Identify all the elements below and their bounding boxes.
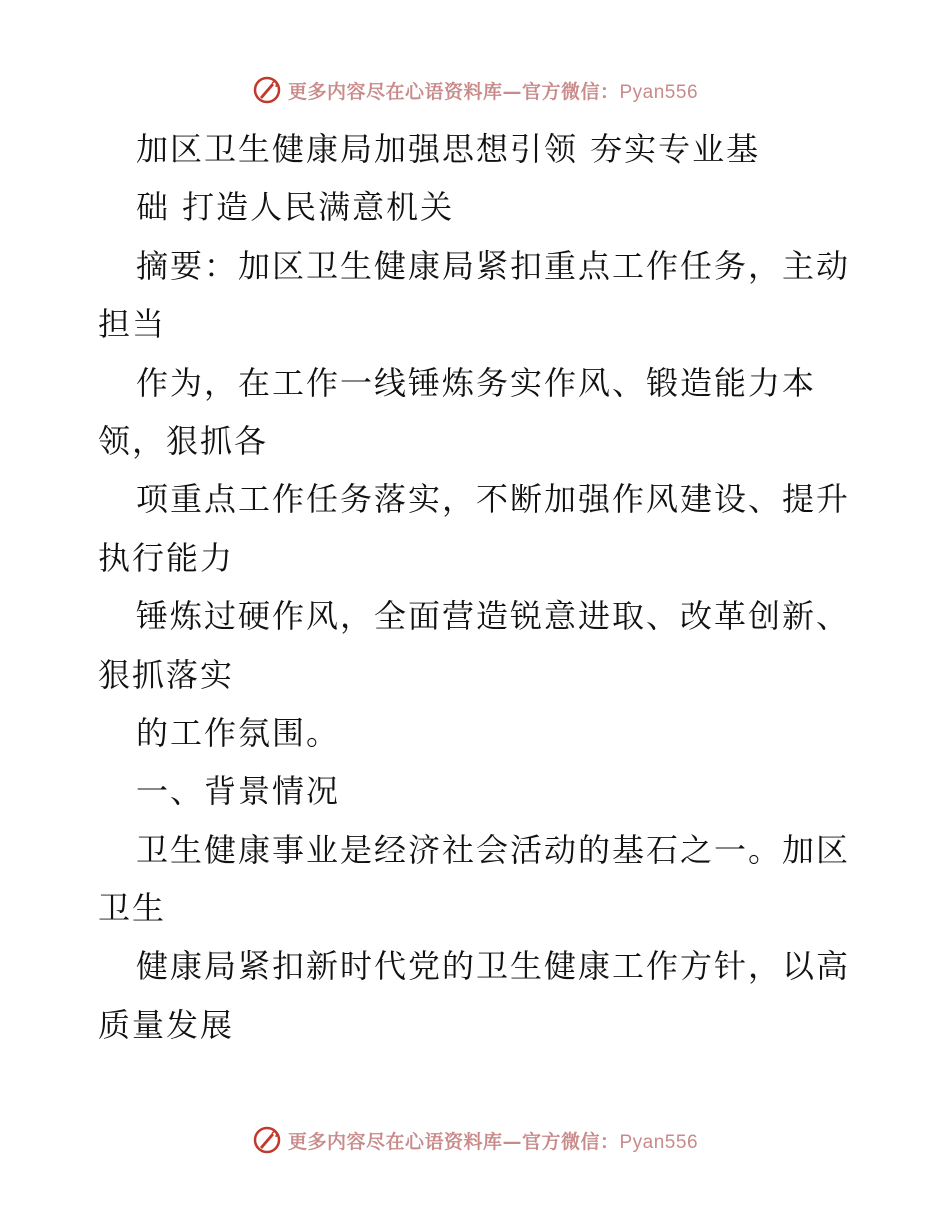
paragraph-line: 项重点工作任务落实，不断加强作风建设、提升 bbox=[136, 480, 851, 519]
title-line-1: 加区卫生健康局加强思想引领 夯实专业基 bbox=[136, 130, 761, 168]
paragraph-line: 质量发展 bbox=[98, 1005, 235, 1044]
paragraph-line: 卫生 bbox=[98, 889, 167, 928]
paragraph-line: 健康局紧扣新时代党的卫生健康工作方针，以高 bbox=[136, 947, 851, 986]
watermark-text: 更多内容尽在心语资料库—官方微信：Pyan556 bbox=[287, 1130, 699, 1153]
paragraph-line: 卫生健康事业是经济社会活动的基石之一。加区 bbox=[136, 830, 851, 869]
feather-pen-logo-icon bbox=[252, 1125, 282, 1155]
watermark-footer bbox=[0, 1120, 950, 1160]
paragraph-line: 锤炼过硬作风，全面营造锐意进取、改革创新、 bbox=[136, 597, 851, 636]
section-heading: 一、背景情况 bbox=[136, 772, 341, 811]
watermark-text: 更多内容尽在心语资料库—官方微信：Pyan556 bbox=[287, 80, 699, 103]
paragraph-line: 的工作氛围。 bbox=[136, 713, 341, 752]
title-line-2: 础 打造人民满意机关 bbox=[136, 188, 455, 227]
document-body bbox=[98, 120, 858, 1054]
paragraph-line: 摘要：加区卫生健康局紧扣重点工作任务，主动 bbox=[136, 246, 851, 285]
paragraph-line: 担当 bbox=[98, 305, 167, 344]
paragraph-line: 作为，在工作一线锤炼务实作风、锻造能力本 bbox=[136, 363, 817, 402]
paragraph-line: 狠抓落实 bbox=[98, 655, 235, 694]
paragraph-line: 执行能力 bbox=[98, 538, 235, 577]
feather-pen-logo-icon bbox=[252, 75, 282, 105]
watermark-header bbox=[0, 70, 950, 110]
paragraph-line: 领，狠抓各 bbox=[98, 421, 269, 460]
